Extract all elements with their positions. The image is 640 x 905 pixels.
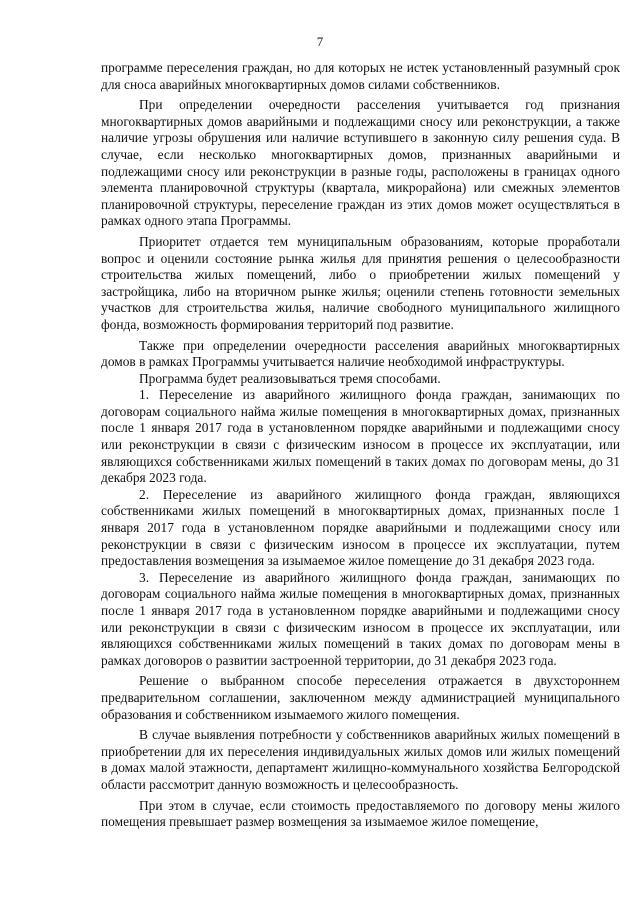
paragraph-9: Решение о выбранном способе переселения отражается в двухстороннем предварительном соглашении, заключенном между администрацией муниципального образования и собственником изымаемого жилого помещения. — [101, 673, 620, 722]
paragraph-8: 3. Переселение из аварийного жилищного фонда граждан, занимающих по договорам социального найма жилые помещения в многоквартирных домах, признанных после 1 января 2017 года в установленном порядке аварийными и подлежащими сносу или реконструкции в связи с физическим износом в процессе их эксплуатации, или являющихся собственниками жилых помещений в таких домах по договорам мены в рамках договоров о развитии застроенной территории, до 31 декабря 2023 года. — [101, 569, 620, 668]
paragraph-3: Приоритет отдается тем муниципальным образованиям, которые проработали вопрос и оценили состояние рынка жилья для принятия решения о целесообразности строительства жилых помещений, либо о приобретении жилых помещений у застройщика, либо на вторичном рынке жилья; оценили степень готовности земельных участков для строительства жилья, наличие свободного муниципального жилищного фонда, возможность формирования территорий под развитие. — [101, 233, 620, 332]
paragraph-7: 2. Переселение из аварийного жилищного фонда граждан, являющихся собственниками жилых помещений в многоквартирных домах, признанных после 1 января 2017 года в установленном порядке аварийными и подлежащими сносу или реконструкции в связи с физическим износом в процессе их эксплуатации, путем предоставления возмещения за изымаемое жилое помещение до 31 декабря 2023 года. — [101, 486, 620, 569]
document-body — [101, 60, 620, 831]
paragraph-4: Также при определении очередности расселения аварийных многоквартирных домов в рамках Программы учитывается наличие необходимой инфраструктуры. — [101, 337, 620, 370]
paragraph-6: 1. Переселение из аварийного жилищного фонда граждан, занимающих по договорам социального найма жилые помещения в многоквартирных домах, признанных после 1 января 2017 года в установленном порядке аварийными и подлежащими сносу или реконструкции в связи с физическим износом в процессе их эксплуатации, или являющихся собственниками жилых помещений в таких домах по договорам мены, до 31 декабря 2023 года. — [101, 387, 620, 486]
paragraph-5: Программа будет реализовываться тремя способами. — [139, 370, 441, 386]
paragraph-2: При определении очередности расселения учитывается год признания многоквартирных домов аварийными и подлежащими сносу или реконструкции, а также наличие угрозы обрушения или наличие вступившего в законную силу решения суда. В случае, если несколько многоквартирных домов, признанных аварийными и подлежащими сносу или реконструкции в разные годы, расположены в границах одного элемента планировочной структуры (квартала, микрорайона) или смежных элементов планировочной структуры, переселение граждан из этих домов может осуществляться в рамках одного этапа Программы. — [101, 97, 620, 229]
paragraph-11: При этом в случае, если стоимость предоставляемого по договору мены жилого помещения превышает размер возмещения за изымаемое жилое помещение, — [101, 797, 620, 830]
paragraph-1: программе переселения граждан, но для которых не истек установленный разумный срок для сноса аварийных многоквартирных домов силами собственников. — [101, 60, 620, 92]
page-number: 7 — [316, 34, 324, 49]
paragraph-10: В случае выявления потребности у собственников аварийных жилых помещений в приобретении для их переселения индивидуальных жилых домов или жилых помещений в домах малой этажности, департамент жилищно-коммунального хозяйства Белгородской области рассмотрит данную возможность и целесообразность. — [101, 727, 620, 792]
